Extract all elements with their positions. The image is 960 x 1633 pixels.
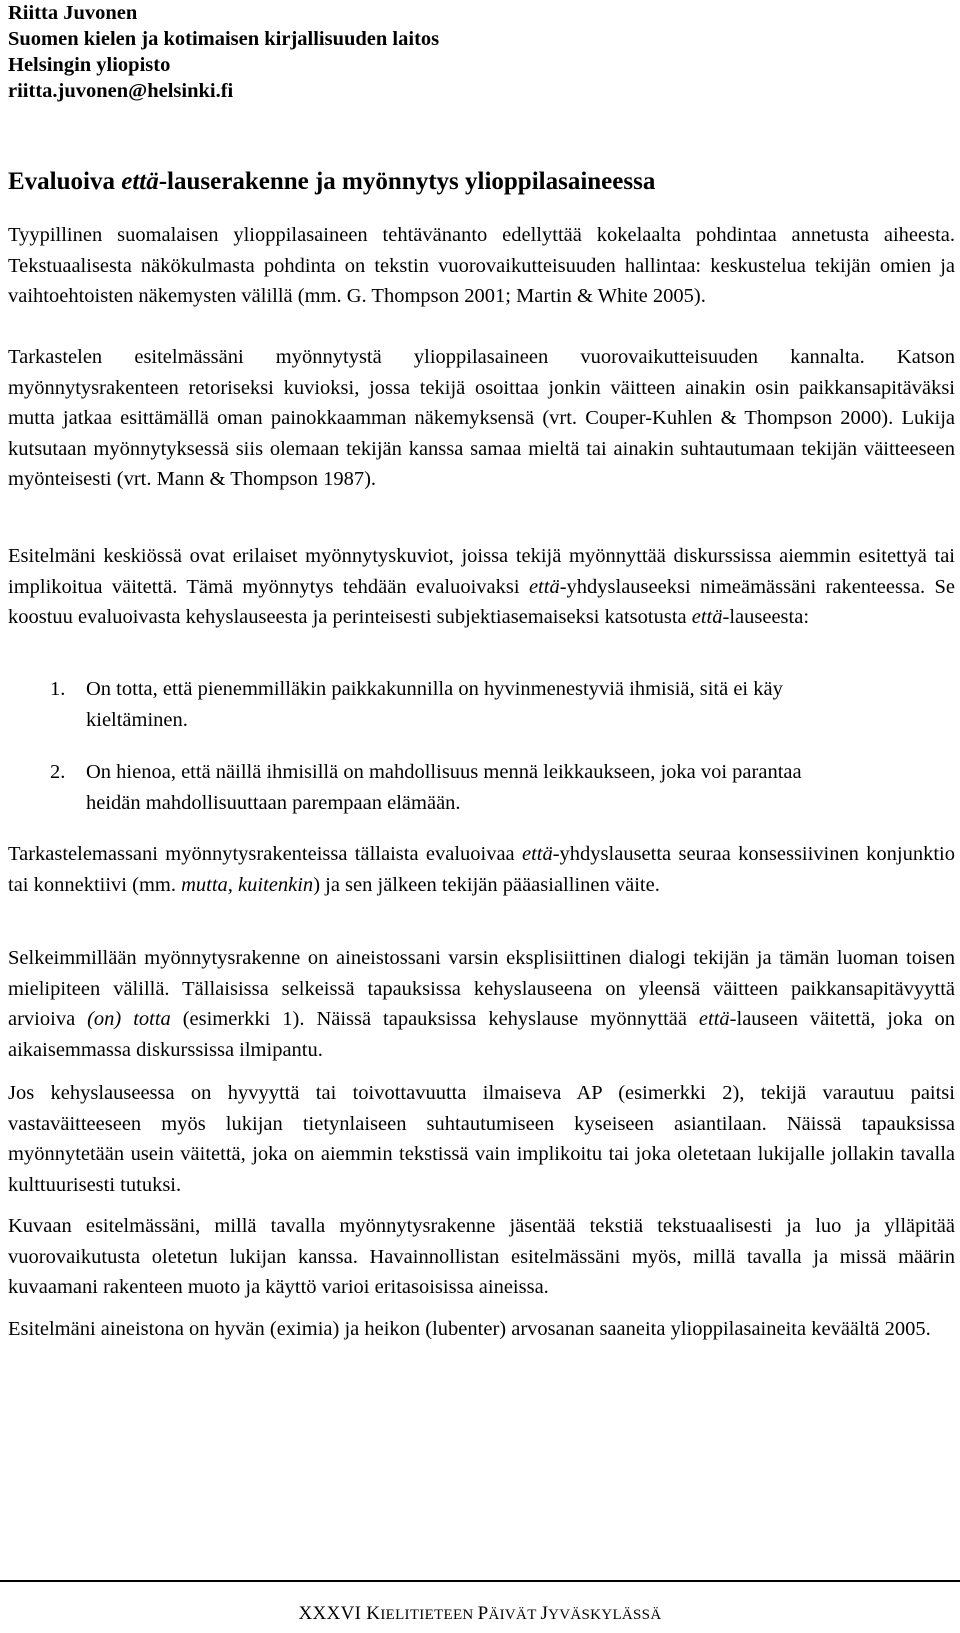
paragraph-4: Tarkastelemassani myönnytysrakenteissa tällaista evaluoivaa että-yhdyslausetta seuraa konsessiivinen konjunktio tai konnektiivi (mm. mutta, kuitenkin) ja sen jälkeen tekijän pääasiallinen väite. <box>8 843 956 896</box>
author-name: Riitta Juvonen <box>8 2 138 24</box>
example-text: On hienoa, että näillä ihmisillä on mahdollisuus mennä leikkaukseen, joka voi parantaa heidän mahdollisuuttaan parempaan elämään. <box>86 761 802 814</box>
paragraph-3: Esitelmäni keskiössä ovat erilaiset myönnytyskuviot, joissa tekijä myönnyttää diskurssissa aiemmin esitettyä tai implikoitua väitettä. Tämä myönnytys tehdään evaluoivaksi että-yhdyslauseeksi nimeämässäni rakenteessa. Se koostuu evaluoivasta kehyslauseesta ja perinteisesti subjektiasemaiseksi katsotusta että-lauseesta: <box>8 545 955 629</box>
example-number: 1. <box>50 678 66 700</box>
paragraph-8: Esitelmäni aineistona on hyvän (eximia) ja heikon (lubenter) arvosanan saaneita ylioppilasaineita keväältä 2005. <box>8 1318 931 1340</box>
author-department: Suomen kielen ja kotimaisen kirjallisuuden laitos <box>8 28 440 50</box>
footer: XXXVI KIELITIETEEN PÄIVÄT JYVÄSKYLÄSSÄ <box>298 1603 662 1624</box>
paragraph-6: Jos kehyslauseessa on hyvyyttä tai toivottavuutta ilmaiseva AP (esimerkki 2), tekijä varautuu paitsi vastaväitteeseen myös lukijan tietynlaiseen suhtautumiseen kyseiseen asiantilaan. Näissä tapauksissa myönnytetään usein väitettä, joka on aiemmin tekstissä vain implikoitu tai joka oletetaan lukijalle jollakin tavalla kulttuurisesti tutuksi. <box>8 1082 955 1196</box>
page-title: Evaluoiva että-lauserakenne ja myönnytys ylioppilasaineessa <box>8 168 656 195</box>
author-block <box>8 0 439 104</box>
author-email: riitta.juvonen@helsinki.fi <box>8 80 234 102</box>
example-text: On totta, että pienemmilläkin paikkakunnilla on hyvinmenestyviä ihmisiä, sitä ei käy kieltäminen. <box>86 678 783 731</box>
example-number: 2. <box>50 761 66 783</box>
author-university: Helsingin yliopisto <box>8 54 171 76</box>
paragraph-1: Tyypillinen suomalaisen ylioppilasaineen tehtävänanto edellyttää kokelaalta pohdintaa annetusta aiheesta. Tekstuaalisesta näkökulmasta pohdinta on tekstin vuorovaikutteisuuden hallintaa: keskustelua tekijän omien ja vaihtoehtoisten näkemysten välillä (mm. G. Thompson 2001; Martin & White 2005). <box>8 224 955 308</box>
footer-divider <box>0 1580 960 1582</box>
paragraph-7: Kuvaan esitelmässäni, millä tavalla myönnytysrakenne jäsentää tekstiä tekstuaalisesti ja luo ja ylläpitää vuorovaikutusta oletetun lukijan kanssa. Havainnollistan esitelmässäni myös, millä tavalla ja missä määrin kuvaamani rakenteen muoto ja käyttö varioi eritasoisissa aineissa. <box>8 1215 955 1299</box>
paragraph-5: Selkeimmillään myönnytysrakenne on aineistossani varsin eksplisiittinen dialogi tekijän ja tämän luoman toisen mielipiteen välillä. Tällaisissa selkeissä tapauksissa kehyslauseena on yleensä väitteen paikkansapitävyyttä arvioiva (on) totta (esimerkki 1). Näissä tapauksissa kehyslause myönnyttää että-lauseen väitettä, joka on aikaisemmassa diskurssissa ilmipantu. <box>8 947 956 1061</box>
paragraph-2: Tarkastelen esitelmässäni myönnytystä ylioppilasaineen vuorovaikutteisuuden kannalta. Katson myönnytysrakenteen retoriseksi kuvioksi, jossa tekijä osoittaa jonkin väitteen ainakin osin paikkansapitäväksi mutta jatkaa esittämällä oman painokkaamman näkemyksensä (vrt. Couper-Kuhlen & Thompson 2000). Lukija kutsutaan myönnytyksessä siis olemaan tekijän kanssa samaa mieltä tai ainakin suhtautumaan tekijän väitteeseen myönteisesti (vrt. Mann & Thompson 1987). <box>8 346 955 491</box>
